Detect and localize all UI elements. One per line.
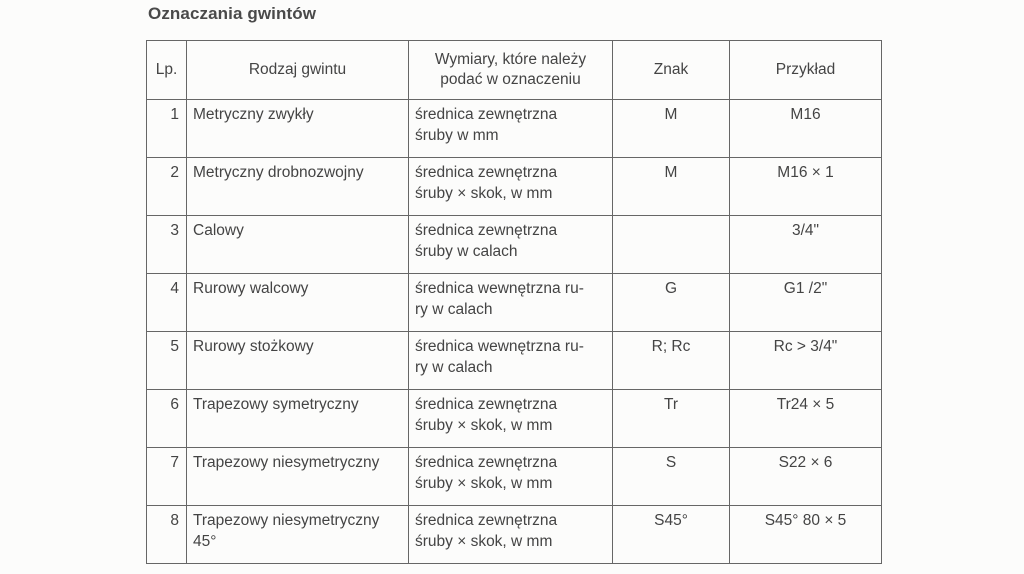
row-example: M16 × 1 bbox=[730, 158, 882, 216]
row-dims-line2: ry w calach bbox=[415, 359, 493, 376]
row-example: Rc > 3/4" bbox=[730, 332, 882, 390]
row-kind-line1: Metryczny zwykły bbox=[193, 106, 314, 123]
row-dims-line1: średnica zewnętrzna bbox=[415, 454, 558, 471]
table-header-row bbox=[147, 41, 882, 100]
row-lp: 4 bbox=[147, 274, 187, 332]
row-sign: G bbox=[613, 274, 730, 332]
row-sign: R; Rc bbox=[613, 332, 730, 390]
row-dims-line1: średnica zewnętrzna bbox=[415, 396, 558, 413]
row-kind-line1: Metryczny drobnozwojny bbox=[193, 164, 364, 181]
row-lp: 7 bbox=[147, 448, 187, 506]
row-kind bbox=[187, 390, 409, 448]
row-lp: 1 bbox=[147, 100, 187, 158]
table-row bbox=[147, 274, 882, 332]
header-kind: Rodzaj gwintu bbox=[187, 41, 409, 100]
page-crop-edge bbox=[146, 566, 881, 574]
table-row bbox=[147, 332, 882, 390]
row-dims bbox=[409, 274, 613, 332]
row-example: M16 bbox=[730, 100, 882, 158]
row-dims bbox=[409, 158, 613, 216]
row-sign: M bbox=[613, 158, 730, 216]
row-dims-line1: średnica wewnętrzna ru- bbox=[415, 338, 584, 355]
row-dims-line1: średnica zewnętrzna bbox=[415, 512, 558, 529]
row-kind-line2: 45° bbox=[193, 533, 217, 550]
row-kind-line1: Trapezowy symetryczny bbox=[193, 396, 359, 413]
header-lp: Lp. bbox=[147, 41, 187, 100]
row-lp: 6 bbox=[147, 390, 187, 448]
thread-designation-table bbox=[146, 40, 882, 564]
header-dims-line1: Wymiary, które należy bbox=[434, 51, 587, 68]
row-dims-line1: średnica zewnętrzna bbox=[415, 106, 558, 123]
header-dims-line2: podać w oznaczeniu bbox=[440, 71, 581, 88]
header-dims bbox=[409, 41, 613, 100]
row-dims bbox=[409, 332, 613, 390]
row-kind bbox=[187, 506, 409, 564]
row-sign: S bbox=[613, 448, 730, 506]
row-example: 3/4" bbox=[730, 216, 882, 274]
row-lp: 5 bbox=[147, 332, 187, 390]
row-dims-line1: średnica zewnętrzna bbox=[415, 222, 558, 239]
row-dims bbox=[409, 390, 613, 448]
row-kind-line1: Trapezowy niesymetryczny bbox=[193, 512, 380, 529]
row-dims-line2: śruby w calach bbox=[415, 243, 518, 260]
row-kind bbox=[187, 274, 409, 332]
row-dims-line2: śruby × skok, w mm bbox=[415, 533, 553, 550]
table-row bbox=[147, 216, 882, 274]
header-sign: Znak bbox=[613, 41, 730, 100]
row-sign: Tr bbox=[613, 390, 730, 448]
table-row bbox=[147, 448, 882, 506]
row-dims-line2: śruby × skok, w mm bbox=[415, 417, 553, 434]
table-row bbox=[147, 390, 882, 448]
row-dims bbox=[409, 506, 613, 564]
table-row bbox=[147, 100, 882, 158]
row-dims-line2: śruby × skok, w mm bbox=[415, 185, 553, 202]
row-sign bbox=[613, 216, 730, 274]
row-kind-line1: Rurowy stożkowy bbox=[193, 338, 314, 355]
row-dims bbox=[409, 216, 613, 274]
table-row bbox=[147, 158, 882, 216]
page-title: Oznaczania gwintów bbox=[148, 4, 317, 23]
row-kind-line1: Rurowy walcowy bbox=[193, 280, 309, 297]
header-example: Przykład bbox=[730, 41, 882, 100]
row-dims-line2: śruby × skok, w mm bbox=[415, 475, 553, 492]
row-example: G1 /2" bbox=[730, 274, 882, 332]
row-dims bbox=[409, 448, 613, 506]
row-dims-line2: śruby w mm bbox=[415, 127, 499, 144]
row-kind bbox=[187, 448, 409, 506]
row-example: Tr24 × 5 bbox=[730, 390, 882, 448]
row-kind-line1: Trapezowy niesymetryczny bbox=[193, 454, 380, 471]
row-sign: S45° bbox=[613, 506, 730, 564]
row-kind bbox=[187, 332, 409, 390]
table-row bbox=[147, 506, 882, 564]
row-kind bbox=[187, 216, 409, 274]
row-example: S22 × 6 bbox=[730, 448, 882, 506]
row-lp: 8 bbox=[147, 506, 187, 564]
row-dims-line1: średnica zewnętrzna bbox=[415, 164, 558, 181]
row-kind bbox=[187, 158, 409, 216]
row-kind bbox=[187, 100, 409, 158]
row-dims-line1: średnica wewnętrzna ru- bbox=[415, 280, 584, 297]
row-sign: M bbox=[613, 100, 730, 158]
row-lp: 3 bbox=[147, 216, 187, 274]
row-example: S45° 80 × 5 bbox=[730, 506, 882, 564]
row-dims bbox=[409, 100, 613, 158]
row-dims-line2: ry w calach bbox=[415, 301, 493, 318]
row-kind-line1: Calowy bbox=[193, 222, 244, 239]
row-lp: 2 bbox=[147, 158, 187, 216]
